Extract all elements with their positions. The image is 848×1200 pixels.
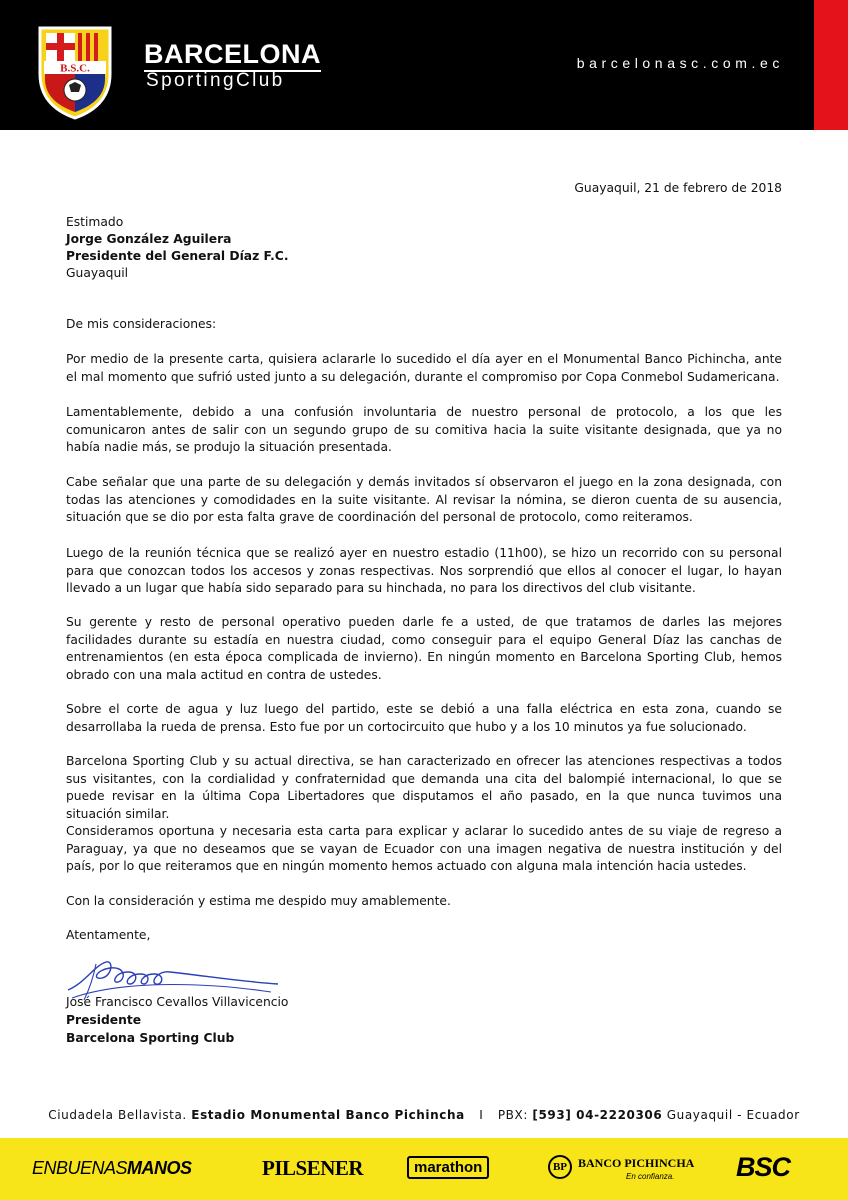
letter-date: Guayaquil, 21 de febrero de 2018 (574, 181, 782, 195)
paragraph-5: Su gerente y resto de personal operativo pueden darle fe a usted, de que tratamos de darles las mejores facilidades durante su estadía en nuestra ciudad, como conseguir para el equipo General Díaz las canchas de entrenamientos (en esta época complicada de invierno). En ningún momento en Barcelona Sporting Club, hemos obrado con una mala actitud en contra de ustedes. (66, 615, 782, 682)
paragraph-7: Barcelona Sporting Club y su actual directiva, se han caracterizado en ofrecer las atenciones respectivas a todos sus visitantes, con la cordialidad y confraternidad que demanda una cita del balompié internacional, lo que se puede revisar en la última Copa Libertadores que disputamos el año pasado, en la que nunca tuvimos una situación similar. (66, 754, 782, 821)
greeting: De mis consideraciones: (66, 317, 217, 331)
sponsor-marathon-logo: marathon (407, 1156, 489, 1179)
brand-name: BARCELONA (144, 40, 321, 72)
sponsor-bsc-logo: BSC (736, 1152, 791, 1182)
crest-text: B.S.C. (60, 62, 90, 75)
sponsor-banco-pichincha-logo (548, 1152, 695, 1186)
address-city: Guayaquil - Ecuador (666, 1108, 800, 1122)
closing: Atentamente, (66, 928, 151, 942)
salutation: Estimado (66, 215, 124, 229)
banco-pichincha-tagline: En confianza. (626, 1172, 675, 1181)
paragraph-8: Consideramos oportuna y necesaria esta carta para explicar y aclarar lo sucedido antes de su viaje de regreso a Paraguay, ya que no deseamos que se vayan de Ecuador con una imagen negativa de nuestra institución y del país, por lo que reiteramos que en ningún momento hemos actuado con alguna mala intención hacia ustedes. (66, 824, 782, 873)
signer-title: Presidente (66, 1013, 142, 1027)
letterhead-header (0, 0, 848, 130)
paragraph-9: Con la consideración y estima me despido muy amablemente. (66, 894, 451, 908)
paragraph-4: Luego de la reunión técnica que se realizó ayer en nuestro estadio (11h00), se hizo un recorrido con su personal para que conozcan todos los accesos y zonas respectivas. Nos sorprendió que ellos al conocer el lugar, lo hayan llevado a un lugar que había sido separado para su hinchada, no para los directivos del club visitante. (66, 546, 782, 595)
signer-organization: Barcelona Sporting Club (66, 1031, 235, 1045)
sponsor-bar (0, 1138, 848, 1200)
banco-pichincha-name: BANCO PICHINCHA (578, 1156, 695, 1170)
sponsor-pilsener-logo: PILSENER (262, 1156, 364, 1180)
banco-pichincha-emblem-icon: BP (548, 1155, 572, 1179)
sponsor-enbuenasmanos-logo (32, 1158, 192, 1179)
footer-address (0, 1108, 848, 1122)
recipient-title: Presidente del General Díaz F.C. (66, 249, 289, 263)
signer-name: José Francisco Cevallos Villavicencio (66, 995, 289, 1009)
signature-block (66, 952, 366, 1052)
recipient-block (66, 214, 289, 282)
address-pbx-label: PBX: (497, 1108, 528, 1122)
sponsor-enbuenasmanos-part1: EN (32, 1158, 57, 1178)
website-url[interactable]: barcelonasc.com.ec (576, 55, 784, 71)
header-accent-strip (814, 0, 848, 130)
recipient-name: Jorge González Aguilera (66, 232, 232, 246)
sponsor-enbuenasmanos-part3: MANOS (127, 1158, 192, 1178)
brand-subtitle: SportingClub (146, 70, 285, 91)
club-crest-logo (36, 24, 114, 120)
sponsor-enbuenasmanos-part2: BUENAS (56, 1158, 128, 1178)
paragraph-6: Sobre el corte de agua y luz luego del partido, este se debió a una falla eléctrica en esta zona, cuando se desarrollaba la rueda de prensa. Esto fue por un cortocircuito que hubo y a los 10 minutos ya fue solucionado. (66, 702, 782, 734)
paragraph-2: Lamentablemente, debido a una confusión involuntaria de nuestro personal de protocolo, a los que les comunicaron antes de salir con un segundo grupo de su comitiva hacia la suite visitante designada, que ya no había nadie más, se produjo la situación presentada. (66, 405, 782, 454)
paragraph-3: Cabe señalar que una parte de su delegación y demás invitados sí observaron el juego en la zona designada, con todas las atenciones y comodidades en la suite visitante. Al revisar la nómina, se dieron cuenta de su ausencia, situación que se dio por esta falta grave de coordinación del personal de protocolo, como reiteramos. (66, 475, 782, 524)
address-separator: I (479, 1108, 484, 1122)
address-stadium: Estadio Monumental Banco Pichincha (191, 1108, 465, 1122)
address-phone: [593] 04-2220306 (532, 1108, 663, 1122)
paragraph-1: Por medio de la presente carta, quisiera aclararle lo sucedido el día ayer en el Monumental Banco Pichincha, ante el mal momento que sufrió usted junto a su delegación, durante el compromiso por Copa Conmebol Sudamericana. (66, 352, 782, 384)
recipient-city: Guayaquil (66, 266, 129, 280)
address-neighborhood: Ciudadela Bellavista. (48, 1108, 187, 1122)
